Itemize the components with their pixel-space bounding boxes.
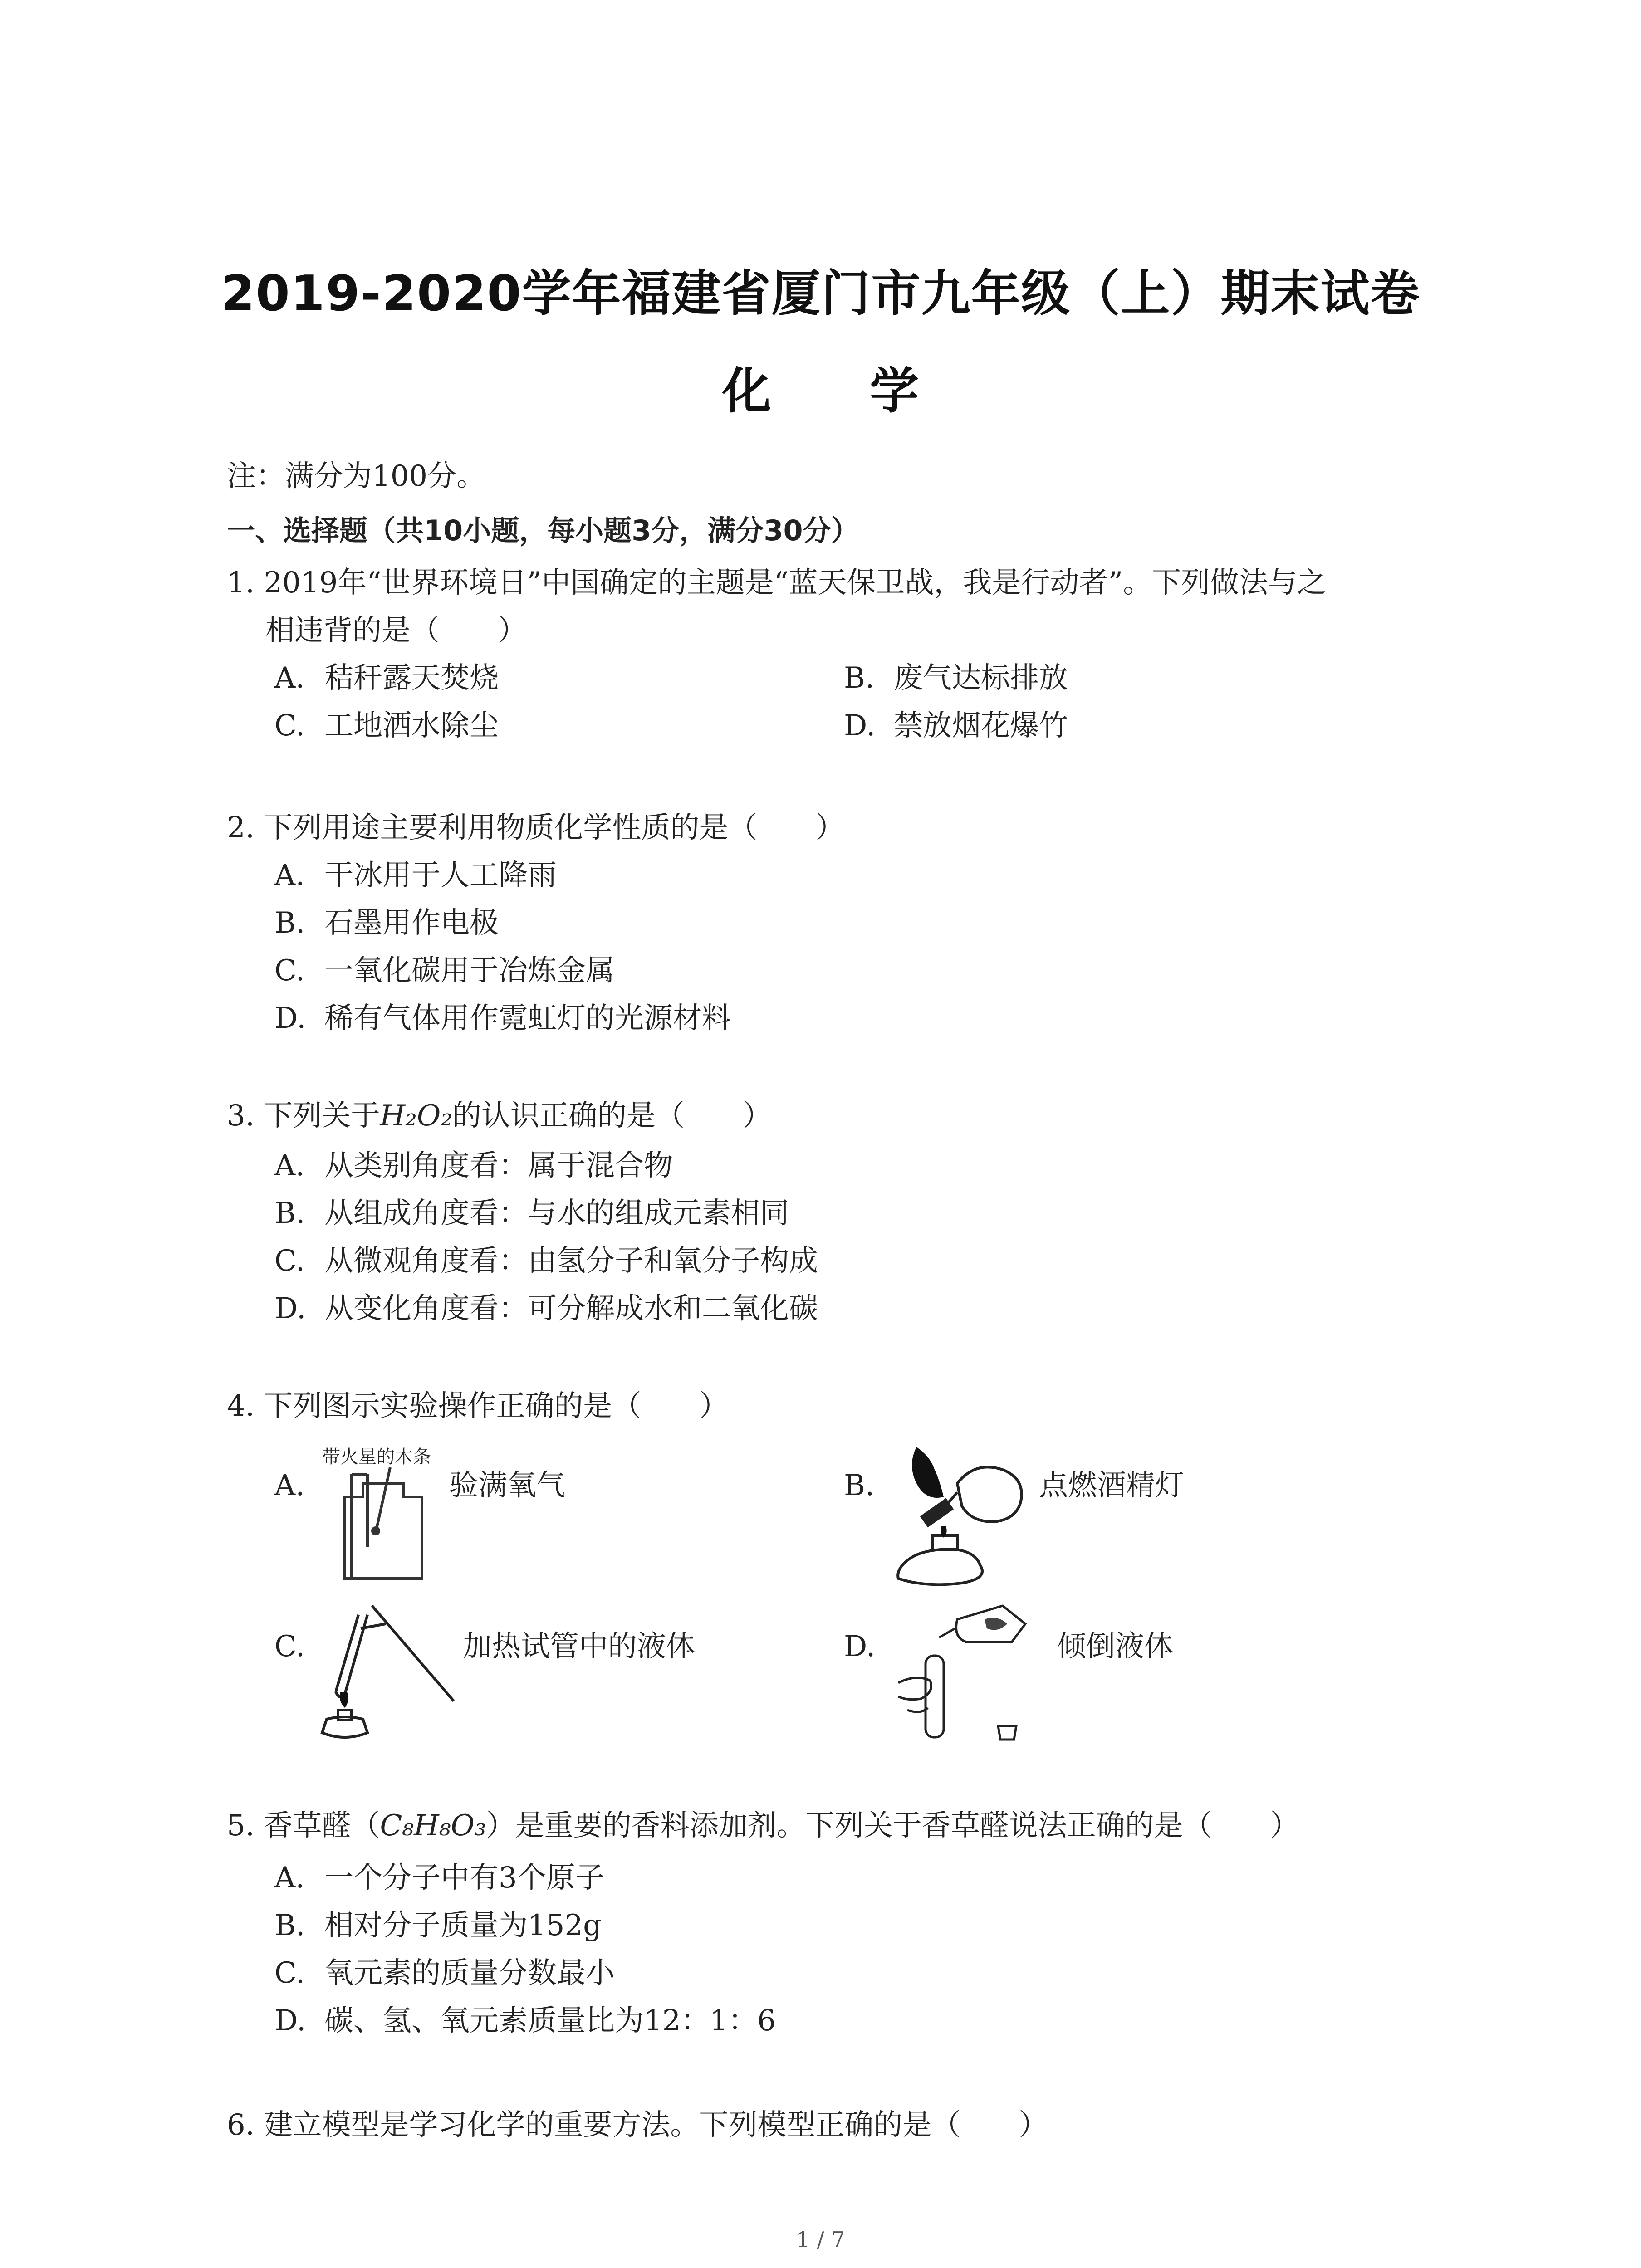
section-heading: 一、选择题（共10小题，每小题3分，满分30分） bbox=[227, 514, 859, 547]
q1-stem-line2: 相违背的是（ ） bbox=[265, 614, 527, 647]
q2-option-d: D. 稀有气体用作霓虹灯的光源材料 bbox=[274, 1002, 731, 1035]
q5-option-c: C. 氧元素的质量分数最小 bbox=[274, 1956, 615, 1990]
test-tube-heating-icon bbox=[318, 1597, 463, 1746]
exam-subject: 化 学 bbox=[722, 363, 960, 420]
q1-option-d: D. 禁放烟花爆竹 bbox=[844, 709, 1068, 743]
q6-stem: 6. 建立模型是学习化学的重要方法。下列模型正确的是（ ） bbox=[227, 2108, 1048, 2142]
q5-option-a: A. 一个分子中有3个原子 bbox=[274, 1861, 604, 1895]
q4-option-d-text: 倾倒液体 bbox=[1057, 1630, 1173, 1663]
q3-option-c: C. 从微观角度看：由氢分子和氧分子构成 bbox=[274, 1244, 818, 1278]
q4-option-b-letter: B. bbox=[844, 1469, 875, 1502]
q4-option-c-letter: C. bbox=[274, 1630, 305, 1663]
q2-option-b: B. 石墨用作电极 bbox=[274, 906, 499, 940]
q3-option-d: D. 从变化角度看：可分解成水和二氧化碳 bbox=[274, 1292, 818, 1325]
q4-option-c-text: 加热试管中的液体 bbox=[463, 1630, 695, 1663]
q2-option-a: A. 干冰用于人工降雨 bbox=[274, 859, 557, 892]
page-number: 1 / 7 bbox=[796, 2227, 845, 2253]
q5-formula: C₈H₈O₃ bbox=[380, 1809, 486, 1843]
q4-option-a-text: 验满氧气 bbox=[449, 1469, 565, 1502]
q1-option-a: A. 秸秆露天焚烧 bbox=[274, 661, 499, 695]
q3-formula: H₂O₂ bbox=[380, 1099, 452, 1133]
q2-stem: 2. 下列用途主要利用物质化学性质的是（ ） bbox=[227, 811, 845, 845]
pouring-liquid-icon bbox=[889, 1601, 1043, 1746]
q4-option-d-letter: D. bbox=[844, 1630, 876, 1663]
q1-option-c: C. 工地洒水除尘 bbox=[274, 709, 499, 743]
q5-stem: 5. 香草醛（C₈H₈O₃）是重要的香料添加剂。下列关于香草醛说法正确的是（ ） bbox=[227, 1809, 1299, 1843]
score-note: 注：满分为100分。 bbox=[227, 459, 486, 493]
q4-option-b-text: 点燃酒精灯 bbox=[1039, 1469, 1184, 1502]
exam-title: 2019-2020学年福建省厦门市九年级（上）期末试卷 bbox=[220, 265, 1421, 322]
q4-option-a-letter: A. bbox=[274, 1469, 305, 1502]
q5-option-b: B. 相对分子质量为152g bbox=[274, 1909, 602, 1942]
q2-option-c: C. 一氧化碳用于冶炼金属 bbox=[274, 954, 615, 987]
q1-stem-line1: 1. 2019年“世界环境日”中国确定的主题是“蓝天保卫战，我是行动者”。下列做法与之 bbox=[227, 566, 1327, 600]
q4-stem: 4. 下列图示实验操作正确的是（ ） bbox=[227, 1389, 729, 1423]
q3-option-b: B. 从组成角度看：与水的组成元素相同 bbox=[274, 1197, 789, 1230]
q3-stem: 3. 下列关于H₂O₂的认识正确的是（ ） bbox=[227, 1099, 772, 1133]
q1-option-b: B. 废气达标排放 bbox=[844, 661, 1068, 695]
q5-option-d: D. 碳、氢、氧元素质量比为12：1：6 bbox=[274, 2004, 776, 2038]
q3-option-a: A. 从类别角度看：属于混合物 bbox=[274, 1149, 673, 1183]
gas-bottle-icon: 带火星的木条 bbox=[318, 1442, 436, 1583]
alcohol-lamp-icon bbox=[889, 1429, 1034, 1597]
